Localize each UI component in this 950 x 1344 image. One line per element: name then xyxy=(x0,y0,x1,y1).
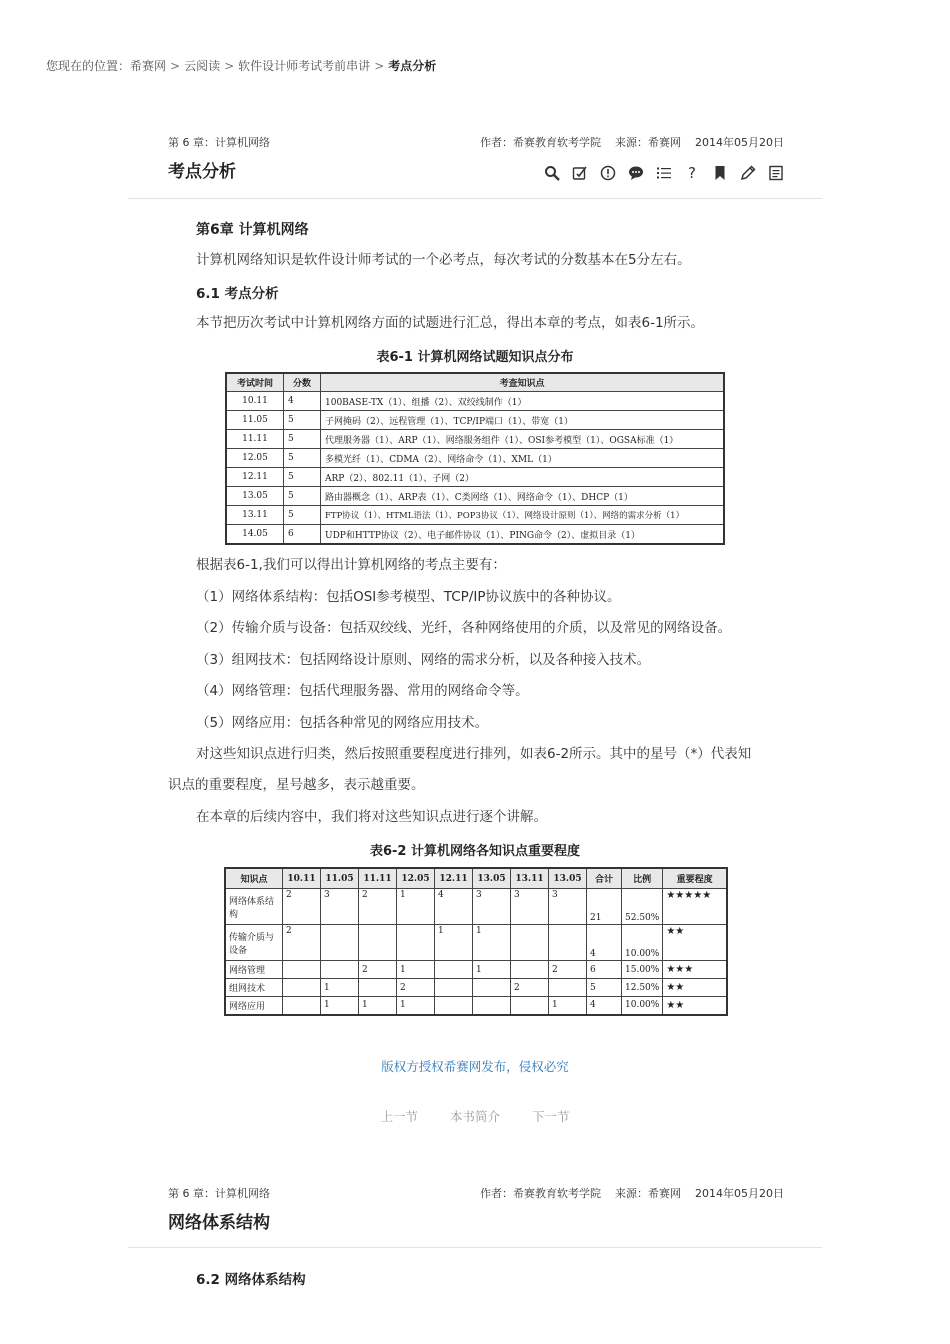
table-cell: 5 xyxy=(284,506,321,525)
table-cell xyxy=(283,979,321,997)
table-cell: 5 xyxy=(284,430,321,449)
table-cell: 1 xyxy=(435,925,473,961)
table-cell xyxy=(321,925,359,961)
table-cell: 10.00% xyxy=(622,997,663,1015)
error-icon[interactable] xyxy=(598,163,618,183)
table-cell: 2 xyxy=(283,925,321,961)
table-cell: 代理服务器（1）、ARP（1）、网络服务组件（1）、OSI参考模型（1）、OGSA标准（1） xyxy=(321,430,725,449)
table-cell xyxy=(283,997,321,1015)
list-icon[interactable] xyxy=(654,163,674,183)
table-cell: 100BASE-TX（1）、组播（2）、双绞线制作（1） xyxy=(321,392,725,411)
table-cell xyxy=(435,979,473,997)
table-cell: 网络体系结构 xyxy=(225,889,283,925)
comment-icon[interactable] xyxy=(626,163,646,183)
table-cell: 12.11 xyxy=(226,468,284,487)
point-item: （3）组网技术：包括网络设计原则、网络的需求分析，以及各种接入技术。 xyxy=(196,652,651,668)
table-cell: FTP协议（1）、HTML语法（1）、POP3协议（1）、网络设计原则（1）、网络的需求分析（1） xyxy=(321,506,725,525)
table-row xyxy=(225,997,727,1015)
importance-stars: ★★ xyxy=(663,979,727,997)
table-header-cell: 分数 xyxy=(284,373,321,392)
section-heading: 6.1 考点分析 xyxy=(196,286,279,302)
table-cell: 1 xyxy=(397,997,435,1015)
table-cell: 1 xyxy=(359,997,397,1015)
table-cell: 2 xyxy=(283,889,321,925)
table-cell: 子网掩码（2）、远程管理（1）、TCP/IP端口（1）、带宽（1） xyxy=(321,411,725,430)
table-cell xyxy=(511,925,549,961)
table-cell: 2 xyxy=(359,889,397,925)
table-cell: 5 xyxy=(284,468,321,487)
table-header-cell: 10.11 xyxy=(283,868,321,889)
article-meta xyxy=(466,1185,784,1201)
table-cell: ARP（2）、802.11（1）、子网（2） xyxy=(321,468,725,487)
table-cell: 1 xyxy=(321,997,359,1015)
table-header-cell: 13.11 xyxy=(511,868,549,889)
table-cell: 1 xyxy=(549,997,587,1015)
table-header-cell: 11.05 xyxy=(321,868,359,889)
table-cell xyxy=(435,997,473,1015)
table-row xyxy=(226,392,724,411)
search-icon[interactable] xyxy=(542,163,562,183)
table-cell: 4 xyxy=(587,997,622,1015)
table-header-cell: 12.11 xyxy=(435,868,473,889)
table-cell: 1 xyxy=(473,925,511,961)
table-header-cell: 比例 xyxy=(622,868,663,889)
summary-paragraph: 本节把历次考试中计算机网络方面的试题进行汇总，得出本章的考点，如表6-1所示。 xyxy=(196,315,705,331)
classify-paragraph-line2: 识点的重要程度，星号越多，表示越重要。 xyxy=(168,777,425,793)
table-cell: 12.50% xyxy=(622,979,663,997)
table-cell: 5 xyxy=(587,979,622,997)
point-item: （2）传输介质与设备：包括双绞线、光纤，各种网络使用的介质，以及常见的网络设备。 xyxy=(196,620,732,636)
table-cell: 3 xyxy=(511,889,549,925)
table-cell xyxy=(511,997,549,1015)
prev-section-link[interactable]: 上一节 xyxy=(380,1109,418,1124)
table-cell xyxy=(549,925,587,961)
article-title: 考点分析 xyxy=(168,162,236,182)
importance-table xyxy=(224,867,728,1016)
table-cell: 3 xyxy=(549,889,587,925)
table-cell xyxy=(473,997,511,1015)
table-header-cell: 合计 xyxy=(587,868,622,889)
author-label: 作者：希赛教育软考学院 xyxy=(480,1187,601,1200)
author-label: 作者：希赛教育软考学院 xyxy=(480,136,601,149)
table-row xyxy=(225,961,727,979)
chapter-label: 第 6 章：计算机网络 xyxy=(168,136,270,149)
section-heading: 6.2 网络体系结构 xyxy=(196,1272,306,1288)
table-cell: 10.00% xyxy=(622,925,663,961)
copyright-notice: 版权方授权希赛网发布，侵权必究 xyxy=(381,1059,569,1074)
table-cell: 1 xyxy=(473,961,511,979)
date-label: 2014年05月20日 xyxy=(695,1187,784,1200)
chapter-label: 第 6 章：计算机网络 xyxy=(168,1187,270,1200)
breadcrumb xyxy=(46,57,436,74)
date-label: 2014年05月20日 xyxy=(695,136,784,149)
table-cell xyxy=(549,979,587,997)
importance-stars: ★★★ xyxy=(663,961,727,979)
table-cell: 13.11 xyxy=(226,506,284,525)
intro-paragraph: 计算机网络知识是软件设计师考试的一个必考点，每次考试的分数基本在5分左右。 xyxy=(196,252,691,268)
table-header-cell: 知识点 xyxy=(225,868,283,889)
table-cell: 5 xyxy=(284,411,321,430)
bookmark-icon[interactable] xyxy=(710,163,730,183)
help-icon[interactable]: ? xyxy=(688,164,696,182)
table-cell xyxy=(473,979,511,997)
breadcrumb-current: 考点分析 xyxy=(388,59,437,73)
table1-caption: 表6-1 计算机网络试题知识点分布 xyxy=(376,350,574,365)
classify-paragraph-line1: 对这些知识点进行归类，然后按照重要程度进行排列，如表6-2所示。其中的星号（*）代表知 xyxy=(196,746,752,762)
header-divider xyxy=(128,198,822,199)
next-section-link[interactable]: 下一节 xyxy=(532,1109,570,1124)
point-item: （1）网络体系结构：包括OSI参考模型、TCP/IP协议族中的各种协议。 xyxy=(196,589,621,605)
table-cell: 15.00% xyxy=(622,961,663,979)
table-cell: 2 xyxy=(359,961,397,979)
table-cell: 2 xyxy=(549,961,587,979)
table-cell: 6 xyxy=(284,525,321,545)
table-row xyxy=(226,411,724,430)
table-cell: 52.50% xyxy=(622,889,663,925)
table-cell: 2 xyxy=(511,979,549,997)
point-item: （5）网络应用：包括各种常见的网络应用技术。 xyxy=(196,715,489,731)
table-header-cell: 11.11 xyxy=(359,868,397,889)
table-cell xyxy=(511,961,549,979)
table-cell: 11.11 xyxy=(226,430,284,449)
table-cell: 4 xyxy=(284,392,321,411)
table-row xyxy=(226,487,724,506)
table-cell: UDP和HTTP协议（2）、电子邮件协议（1）、PING命令（2）、虚拟目录（1） xyxy=(321,525,725,545)
source-label: 来源：希赛网 xyxy=(615,1187,681,1200)
breadcrumb-prefix: 您现在的位置： xyxy=(46,59,131,73)
table-header-cell: 13.05 xyxy=(549,868,587,889)
pencil-icon[interactable] xyxy=(738,163,758,183)
chapter-heading: 第6章 计算机网络 xyxy=(196,222,309,238)
table-header-cell: 重要程度 xyxy=(663,868,727,889)
table-cell: 路由器概念（1）、ARP表（1）、C类网络（1）、网络命令（1）、DHCP（1） xyxy=(321,487,725,506)
table-cell: 组网技术 xyxy=(225,979,283,997)
table-cell: 1 xyxy=(397,961,435,979)
breadcrumb-link-book[interactable]: 软件设计师考试考前串讲 xyxy=(238,59,371,73)
after-table-paragraph: 根据表6-1,我们可以得出计算机网络的考点主要有： xyxy=(196,557,506,573)
table-row xyxy=(226,525,724,545)
table2-caption: 表6-2 计算机网络各知识点重要程度 xyxy=(369,844,580,859)
breadcrumb-separator: > xyxy=(374,59,385,73)
breadcrumb-separator: > xyxy=(224,59,235,73)
table-cell: 2 xyxy=(397,979,435,997)
table-cell: 6 xyxy=(587,961,622,979)
point-item: （4）网络管理：包括代理服务器、常用的网络命令等。 xyxy=(196,683,529,699)
section-pager xyxy=(0,1107,950,1125)
table-row xyxy=(226,506,724,525)
source-label: 来源：希赛网 xyxy=(615,136,681,149)
article-toolbar xyxy=(542,163,786,183)
article-meta xyxy=(466,134,784,150)
table-cell: 21 xyxy=(587,889,622,925)
table-cell: 11.05 xyxy=(226,411,284,430)
table-cell: 12.05 xyxy=(226,449,284,468)
table-cell: 网络管理 xyxy=(225,961,283,979)
table-cell: 3 xyxy=(473,889,511,925)
importance-stars: ★★ xyxy=(663,997,727,1015)
importance-stars: ★★ xyxy=(663,925,727,961)
table-row xyxy=(225,925,727,961)
table-cell: 5 xyxy=(284,487,321,506)
importance-stars: ★★★★★ xyxy=(663,889,727,925)
table-cell: 网络应用 xyxy=(225,997,283,1015)
breadcrumb-separator: > xyxy=(170,59,181,73)
book-intro-link[interactable]: 本书简介 xyxy=(449,1109,500,1124)
table-header-row xyxy=(226,373,724,392)
table-cell xyxy=(435,961,473,979)
table-cell xyxy=(359,925,397,961)
table-cell: 13.05 xyxy=(226,487,284,506)
table-cell: 4 xyxy=(587,925,622,961)
header-divider xyxy=(128,1247,822,1248)
table-cell xyxy=(283,961,321,979)
table-row xyxy=(226,468,724,487)
breadcrumb-link-cloud-read[interactable]: 云阅读 xyxy=(184,59,221,73)
table-cell: 传输介质与设备 xyxy=(225,925,283,961)
table-row xyxy=(226,430,724,449)
table-row xyxy=(225,979,727,997)
table-header-cell: 13.05 xyxy=(473,868,511,889)
table-cell: 1 xyxy=(321,979,359,997)
table-cell: 5 xyxy=(284,449,321,468)
table-row xyxy=(225,889,727,925)
table-header-cell: 12.05 xyxy=(397,868,435,889)
table-cell xyxy=(359,979,397,997)
table-cell xyxy=(397,925,435,961)
followup-paragraph: 在本章的后续内容中，我们将对这些知识点进行逐个讲解。 xyxy=(196,809,547,825)
table-cell: 多模光纤（1）、CDMA（2）、网络命令（1）、XML（1） xyxy=(321,449,725,468)
breadcrumb-link-home[interactable]: 希赛网 xyxy=(130,59,167,73)
table-row xyxy=(226,449,724,468)
knowledge-distribution-table xyxy=(225,372,725,545)
table-cell: 10.11 xyxy=(226,392,284,411)
table-header-row xyxy=(225,868,727,889)
table-cell: 4 xyxy=(435,889,473,925)
table-cell: 1 xyxy=(397,889,435,925)
edit-icon[interactable] xyxy=(570,163,590,183)
table-header-cell: 考查知识点 xyxy=(321,373,725,392)
table-cell: 3 xyxy=(321,889,359,925)
note-icon[interactable] xyxy=(766,163,786,183)
table-cell: 14.05 xyxy=(226,525,284,545)
article-title: 网络体系结构 xyxy=(168,1213,270,1233)
table-header-cell: 考试时间 xyxy=(226,373,284,392)
table-cell xyxy=(321,961,359,979)
